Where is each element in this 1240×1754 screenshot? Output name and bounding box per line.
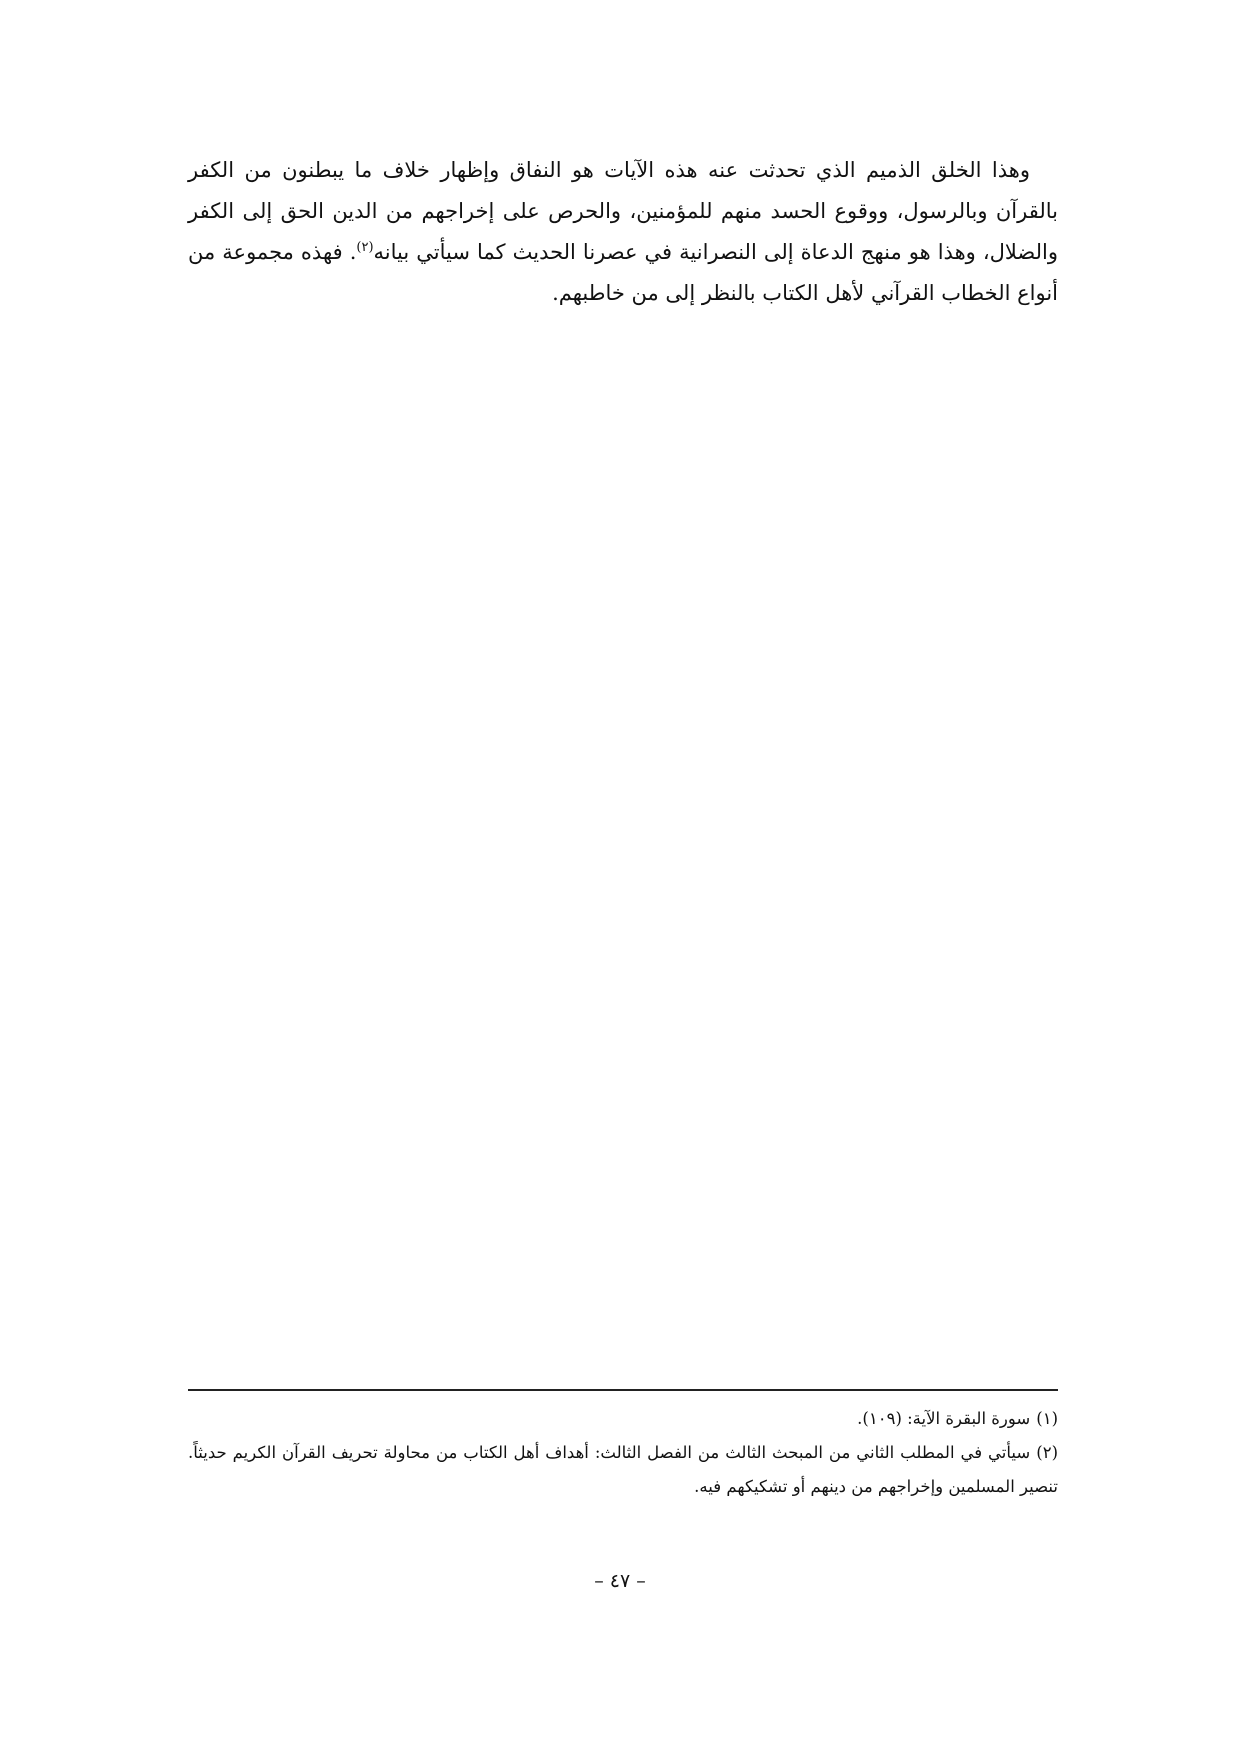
footnote-2: [188, 1436, 1058, 1504]
main-paragraph: [188, 150, 1058, 314]
footnote-2-marker: (٢): [1036, 1443, 1058, 1462]
footnote-1: [188, 1402, 1058, 1436]
paragraph-text-start: وهذا الخلق الذميم الذي تحدثت عنه هذه الآيات هو النفاق وإظهار خلاف ما يبطنون من الكفر بالقرآن وبالرسول، ووقوع الحسد منهم للمؤمنين، والحرص على إخراجهم من الدين الحق إلى الكفر والضلال، وهذا هو منهج الدعاة إلى النصرانية في عصرنا الحديث كما سيأتي بيانه: [188, 158, 1058, 264]
footnote-1-marker: (١): [1036, 1409, 1058, 1428]
paragraph-text-end: . فهذه مجموعة من أنواع الخطاب القرآني لأهل الكتاب بالنظر إلى من خاطبهم.: [188, 240, 1058, 305]
footnote-1-text: سورة البقرة الآية: (١٠٩).: [857, 1409, 1031, 1428]
footnotes-section: [188, 1402, 1058, 1504]
footnote-separator: [188, 1389, 1058, 1391]
footnote-2-text: سيأتي في المطلب الثاني من المبحث الثالث من الفصل الثالث: أهداف أهل الكتاب من محاولة تحريف القرآن الكريم حديثاً. تنصير المسلمين وإخراجهم من دينهم أو تشكيكهم فيه.: [188, 1443, 1058, 1496]
page-number: – ٤٧ –: [594, 1570, 646, 1592]
footnote-reference-2[interactable]: (٢): [356, 240, 374, 255]
